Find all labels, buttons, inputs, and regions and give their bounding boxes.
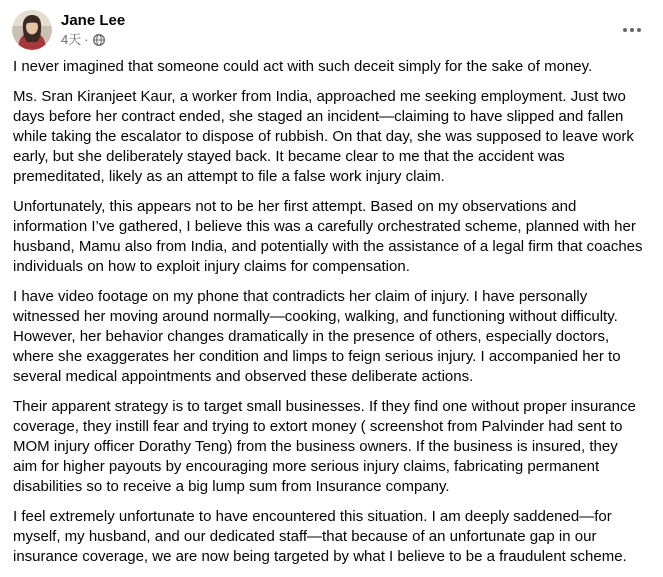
- meta-separator: ·: [84, 32, 89, 47]
- more-options-button[interactable]: [617, 14, 647, 44]
- post-paragraph: Ms. Sran Kiranjeet Kaur, a worker from India, approached me seeking employment. Just two days before her contract ended, she staged an incident—claiming to have slipped and fallen while taking the escalator to dispose of rubbish. On that day, she was supposed to leave work early, but she deliberately stayed back. It became clear to me that the accident was premeditated, likely as an attempt to file a false work injury claim.: [13, 88, 634, 185]
- post-paragraph: Their apparent strategy is to target small businesses. If they find one without proper insurance coverage, they instill fear and trying to extort money ( screenshot from Palvinder had sent to MOM injury officer Dorathy Teng) from the business owners. If the business is insured, they aim for higher payouts by encouraging more serious injury claims, fabricating permanent disabilities so to receive a big lump sum from Insurance company.: [13, 398, 636, 495]
- more-options-icon: [622, 20, 642, 38]
- post-paragraph: I never imagined that someone could act with such deceit simply for the sake of money.: [13, 58, 593, 75]
- post-paragraph: Unfortunately, this appears not to be her first attempt. Based on my observations and information I’ve gathered, I believe this was a carefully orchestrated scheme, planned with her husband, Mamu also from India, and potentially with the assistance of a legal firm that coaches individuals on how to exploit injury claims for compensation.: [13, 198, 643, 275]
- post-timestamp[interactable]: 4天: [61, 32, 82, 47]
- post-paragraph: I feel extremely unfortunate to have encountered this situation. I am deeply saddened—for myself, my husband, and our dedicated staff—that because of an unfortunate gap in our insurance coverage, we are now being targeted by what I believe to be a fraudulent scheme.: [13, 508, 627, 565]
- post-meta: [61, 32, 105, 48]
- post-header: [12, 10, 647, 52]
- post-body: [13, 57, 643, 577]
- author-name[interactable]: Jane Lee: [61, 12, 126, 29]
- author-avatar[interactable]: [12, 10, 52, 50]
- globe-icon[interactable]: [93, 34, 105, 46]
- post-paragraph: I have video footage on my phone that contradicts her claim of injury. I have personally witnessed her moving around normally—cooking, walking, and functioning without difficulty. However, her behavior changes dramatically in the presence of others, especially doctors, where she exaggerates her condition and limps to feign serious injury. I accompanied her to several medical appointments and observed these deliberate actions.: [13, 288, 621, 385]
